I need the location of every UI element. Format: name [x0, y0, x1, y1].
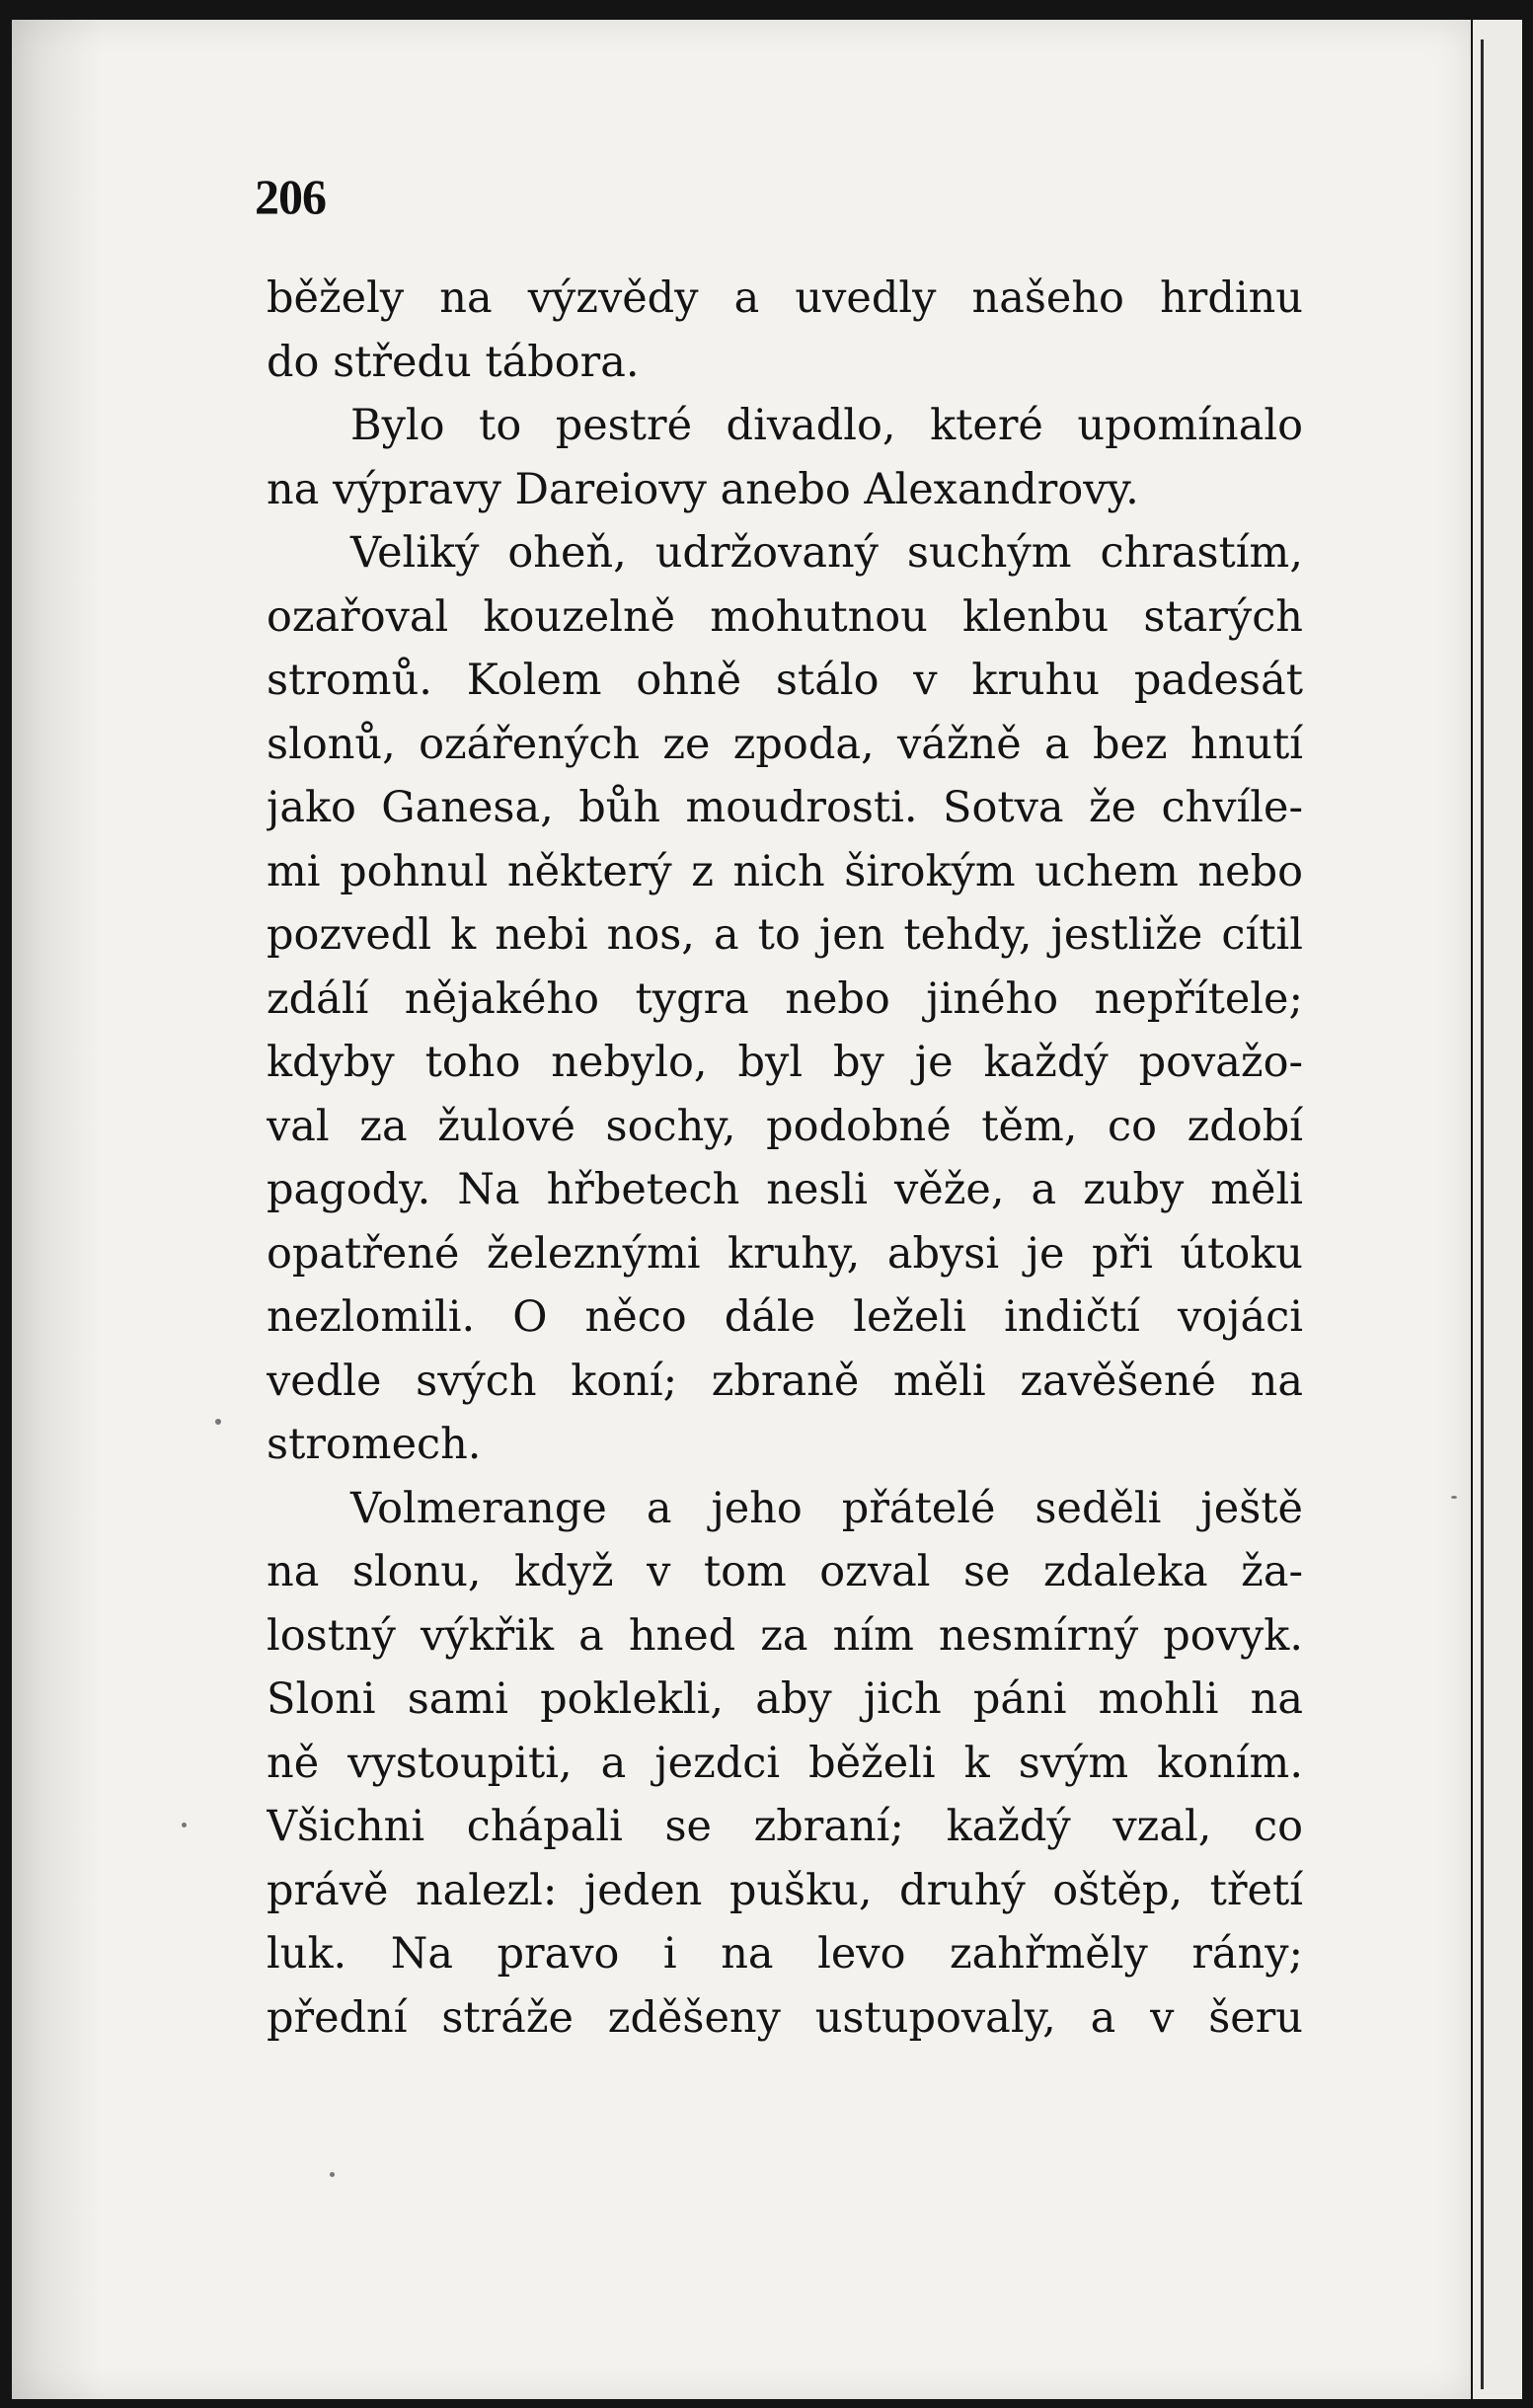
text-line: nezlomili. O něco dále leželi indičtí vojáci	[267, 1292, 1303, 1342]
text-line: pozvedl k nebi nos, a to jen tehdy, jestliže cítil	[267, 910, 1303, 960]
text-line: lostný výkřik a hned za ním nesmírný povyk.	[267, 1610, 1303, 1661]
body-text	[267, 267, 1303, 2050]
text-line: přední stráže zděšeny ustupovaly, a v šeru	[267, 1992, 1303, 2043]
text-line: vedle svých koní; zbraně měli zavěšené na	[267, 1356, 1303, 1406]
text-line: ozařoval kouzelně mohutnou klenbu starých	[267, 591, 1303, 642]
scan-speck	[215, 1419, 221, 1425]
text-line: Volmerange a jeho přátelé seděli ještě	[350, 1483, 1303, 1533]
text-line: na výpravy Dareiovy anebo Alexandrovy.	[267, 464, 1139, 514]
text-line: Všichni chápali se zbraní; každý vzal, co	[267, 1802, 1303, 1851]
scan-speck	[182, 1823, 187, 1827]
text-line: stromů. Kolem ohně stálo v kruhu padesát	[267, 656, 1303, 705]
text-line: pagody. Na hřbetech nesli věže, a zuby měli	[267, 1165, 1303, 1214]
text-line: opatřené železnými kruhy, abysi je při útoku	[267, 1228, 1303, 1279]
page-number: 206	[255, 169, 326, 224]
text-line: slonů, ozářených ze zpoda, vážně a bez hnutí	[267, 719, 1303, 769]
text-line: běžely na výzvědy a uvedly našeho hrdinu	[267, 273, 1303, 323]
text-line: Bylo to pestré divadlo, které upomínalo	[350, 401, 1303, 450]
scan-speck	[330, 2172, 335, 2177]
page-edge-divider	[1481, 39, 1484, 2389]
text-line: na slonu, když v tom ozval se zdaleka ža-	[267, 1547, 1303, 1596]
text-line: zdálí nějakého tygra nebo jiného nepřítele;	[267, 973, 1303, 1024]
text-line: právě nalezl: jeden pušku, druhý oštěp, třetí	[267, 1865, 1303, 1915]
scan-speck	[1451, 1496, 1457, 1499]
text-line: do středu tábora.	[267, 337, 640, 387]
text-line: jako Ganesa, bůh moudrosti. Sotva že chvíle-	[267, 783, 1303, 832]
text-line: stromech.	[267, 1420, 482, 1469]
text-line: Veliký oheň, udržovaný suchým chrastím,	[350, 528, 1303, 578]
text-line: luk. Na pravo i na levo zahřměly rány;	[267, 1929, 1303, 1979]
text-line: val za žulové sochy, podobné těm, co zdobí	[267, 1101, 1303, 1151]
text-line: Sloni sami poklekli, aby jich páni mohli na	[267, 1674, 1303, 1724]
text-line: ně vystoupiti, a jezdci běželi k svým koním.	[267, 1738, 1303, 1788]
text-line: mi pohnul některý z nich širokým uchem nebo	[267, 846, 1303, 896]
text-line: kdyby toho nebylo, byl by je každý považo-	[267, 1038, 1303, 1087]
